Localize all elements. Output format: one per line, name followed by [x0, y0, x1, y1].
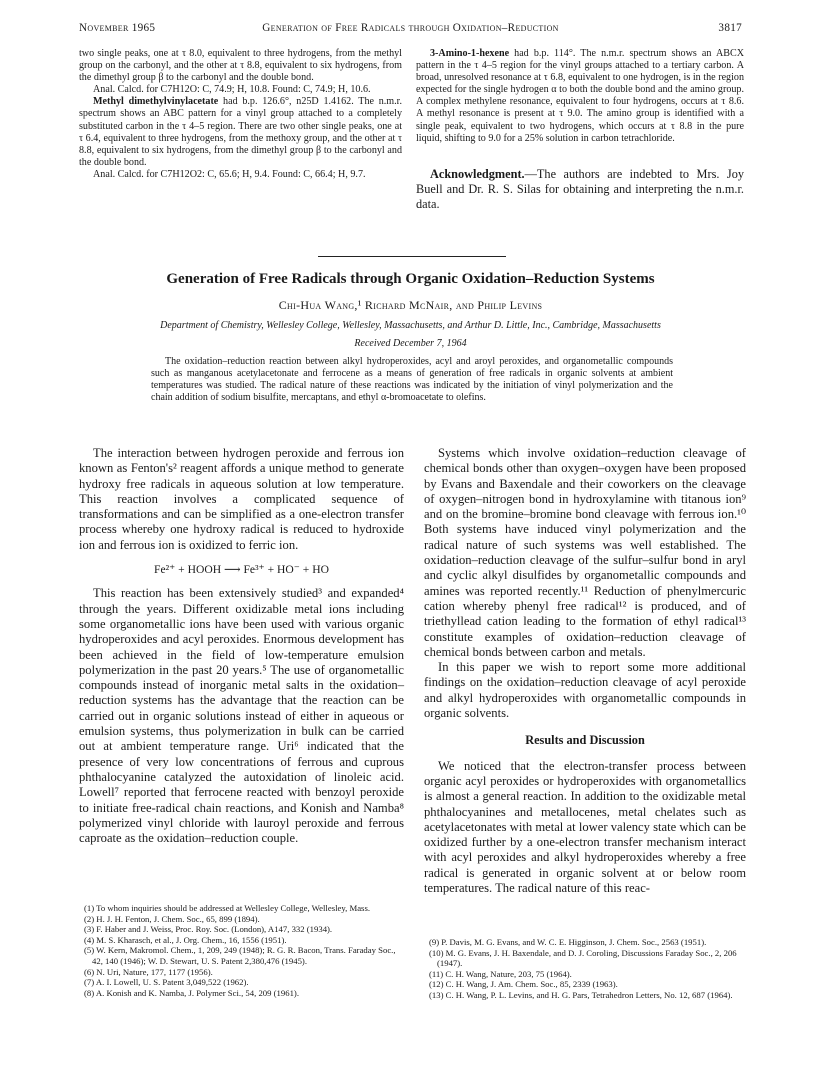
- compound-name: 3-Amino-1-hexene: [430, 48, 510, 59]
- footnotes-left: [79, 903, 404, 998]
- footnote: (12) C. H. Wang, J. Am. Chem. Soc., 85, 2339 (1963).: [429, 979, 618, 990]
- header-date: November 1965: [79, 22, 156, 34]
- article-affiliation: Department of Chemistry, Wellesley College, Wellesley, Massachusetts, and Arthur D. Little, Inc., Cambridge, Massachusetts: [160, 320, 661, 331]
- main-text-left: [79, 446, 404, 846]
- acknowledgment: Acknowledgment.—The authors are indebted to Mrs. Joy Buell and Dr. R. S. Silas for obtaining and interpreting the n.m.r. data.: [416, 166, 744, 211]
- header-title: Generation of Free Radicals through Oxidation–Reduction: [262, 22, 559, 34]
- footnote: (8) A. Konish and K. Namba, J. Polymer Sci., 54, 209 (1961).: [84, 987, 299, 998]
- paragraph: This reaction has been extensively studied³ and expanded⁴ through the years. Different oxidizable metal ions including some organometallic ions have been used with various organic hydroperoxides and acyl peroxides. Enormous development has been achieved in the field of low-temperature emulsion polymerization in the past 20 years.⁵ The use of organometallic compounds instead of inorganic metal salts in the oxidation–reduction systems has the advantage that the reaction can be carried out in organic solutions instead of either in aqueous or emulsion systems, thus polymerization in bulk can be carried out at ambient temperature range. Uri⁶ indicated that the presence of very low concentrations of ferrous and cuprous phthalocyanine catalyzed the autoxidation of linoleic acid. Lowell⁷ reported that ferrocene reacted with benzoyl peroxide to initiate free-radical chain reactions, and Konish and Namba⁸ polymerized vinyl chloride with lauroyl peroxide and ferrous caproate as the oxidation–reduction couple.: [79, 586, 404, 846]
- article-title: Generation of Free Radicals through Organic Oxidation–Reduction Systems: [166, 271, 655, 287]
- footnote: (2) H. J. H. Fenton, J. Chem. Soc., 65, 899 (1894).: [84, 913, 260, 924]
- footnote: (9) P. Davis, M. G. Evans, and W. C. E. Higginson, J. Chem. Soc., 2563 (1951).: [429, 937, 707, 947]
- article-divider: [318, 256, 506, 257]
- footnote: (4) M. S. Kharasch, et al., J. Org. Chem., 16, 1556 (1951).: [84, 934, 287, 945]
- footnote: (5) W. Kern, Makromol. Chem., 1, 209, 249 (1948); R. G. R. Bacon, Trans. Faraday Soc., 42, 140 (1946); W. D. Stewart, U. S. Patent 2,380,476 (1945).: [84, 945, 396, 966]
- acknowledgment-heading: Acknowledgment.: [430, 166, 525, 181]
- previous-article-left: [79, 48, 402, 181]
- paragraph: Anal. Calcd. for C7H12O: C, 74.9; H, 10.8. Found: C, 74.9; H, 10.6.: [93, 84, 371, 96]
- footnote: (3) F. Haber and J. Weiss, Proc. Roy. Soc. (London), A147, 332 (1934).: [84, 924, 333, 935]
- article-authors: Chi-Hua Wang,¹ Richard McNair, and Philip Levins: [278, 298, 543, 312]
- footnote: (11) C. H. Wang, Nature, 203, 75 (1964).: [429, 968, 572, 979]
- footnote: (10) M. G. Evans, J. H. Baxendale, and D. J. Coroling, Discussions Faraday Soc., 2, 206 (1947).: [429, 947, 737, 969]
- footnote: (7) A. I. Lowell, U. S. Patent 3,049,522 (1962).: [84, 977, 249, 988]
- page-number: 3817: [718, 22, 742, 34]
- received-date: Received December 7, 1964: [354, 338, 467, 349]
- main-text-right: [424, 446, 746, 896]
- paragraph: 3-Amino-1-hexene had b.p. 114°. The n.m.r. spectrum shows an ABCX pattern in the τ 4–5 region for the vinyl groups attached to a tertiary carbon. A broad, unresolved resonance at τ 6.8, equivalent to one hydrogen, is in the region expected for the single hydrogen α to both the double bond and the amino group. A complex methylene resonance, equivalent to four hydrogens, occurs at τ 8.6. A methyl resonance is present at τ 9.0. The amino group is identified with a single peak, equivalent to two hydrogens, which occurs at τ 8.8 in the pure liquid, shifting to 9.0 for a 25% solution in carbon tetrachloride.: [416, 48, 744, 144]
- paragraph: In this paper we wish to report some more additional findings on the oxidation–reduction cleavage of acyl peroxide and alkyl hydroperoxides with organometallic compounds in organic solvents.: [424, 660, 746, 721]
- previous-article-right: [416, 48, 744, 212]
- paragraph: We noticed that the electron-transfer process between organic acyl peroxides or hydroperoxides with organometallics is almost a general reaction. In addition to the oxidizable metal phthalocyanines and metallocenes, metal chelates such as acetylacetonates with metal at lower valency state which can be oxidized further by a one-electron transfer mechanism interact with acyl peroxides and alkyl hydroperoxides whereby a free radical is generated in organic solvent at or below room temperatures. The radical nature of this reac-: [424, 758, 746, 896]
- running-head: [79, 22, 742, 38]
- paragraph: Methyl dimethylvinylacetate had b.p. 126.6°, n25D 1.4162. The n.m.r. spectrum shows an ABC pattern for a vinyl group attached to a completely substituted carbon in the τ 4–5 region. There are two other single peaks, one at τ 6.4, equivalent to three hydrogens, from the methoxy group, and the other at τ 8.8, equivalent to six hydrogens, from the dimethyl group β to the carbonyl and the double bond.: [79, 96, 402, 168]
- abstract: The oxidation–reduction reaction between alkyl hydroperoxides, acyl and aroyl peroxides, and organometallic compounds such as manganous acetylacetonate and ferrocene as a means of generation of free radicals in organic solvents at ambient temperatures was studied. The radical nature of these reactions was indicated by the initiation of vinyl polymerization and the chain addition of sodium bisulfite, mercaptans, and ethyl α-bromoacetate to olefins.: [151, 356, 673, 404]
- equation: Fe²⁺ + HOOH ⟶ Fe³⁺ + HO⁻ + HO: [154, 563, 329, 577]
- paragraph: The interaction between hydrogen peroxide and ferrous ion known as Fenton's² reagent affords a unique method to generate hydroxy free radicals in aqueous solution at low temperature. This reaction involves a complicated sequence of transformations and can be simplified as a one-electron transfer process whereby one hydroxy radical is reduced to hydroxide ion and ferrous ion is oxidized to ferric ion.: [79, 446, 404, 552]
- paragraph: Anal. Calcd. for C7H12O2: C, 65.6; H, 9.4. Found: C, 66.4; H, 9.7.: [93, 168, 366, 180]
- footnote: (6) N. Uri, Nature, 177, 1177 (1956).: [84, 966, 213, 977]
- compound-name: Methyl dimethylvinylacetate: [93, 96, 219, 108]
- footnote: (1) To whom inquiries should be addressed at Wellesley College, Wellesley, Mass.: [84, 903, 370, 913]
- section-heading: Results and Discussion: [525, 733, 645, 748]
- paragraph: two single peaks, one at τ 8.0, equivalent to three hydrogens, from the methyl group on the carbonyl, and the other at τ 8.8, equivalent to six hydrogens, from the dimethyl group β to the carbonyl and the double bond.: [79, 48, 402, 84]
- footnote: (13) C. H. Wang, P. L. Levins, and H. G. Pars, Tetrahedron Letters, No. 12, 687 (1964).: [429, 989, 733, 1000]
- paragraph: Systems which involve oxidation–reduction cleavage of chemical bonds other than oxygen–oxygen have been proposed by Evans and Baxendale and their coworkers on the cleavage of oxygen–nitrogen bond in hydroxylamine with titanous ion⁹ and on the bromine–bromine bond cleavage with ferrous ion.¹⁰ Both systems have induced vinyl polymerization and the radical nature of such systems was well established. The oxidation–reduction cleavage of the sulfur–sulfur bond in aryl and cyclic alkyl disulfides by organometallic compounds and amines was reported recently.¹¹ Reduction of phenylmercuric cation whereby phenyl free radical¹² is produced, and of triethyllead cation leading to the formation of ethyl radical¹³ constitute examples of oxidation–reduction cleavage of chemical bonds between carbon and metals.: [424, 446, 746, 659]
- footnotes-right: [424, 937, 746, 1001]
